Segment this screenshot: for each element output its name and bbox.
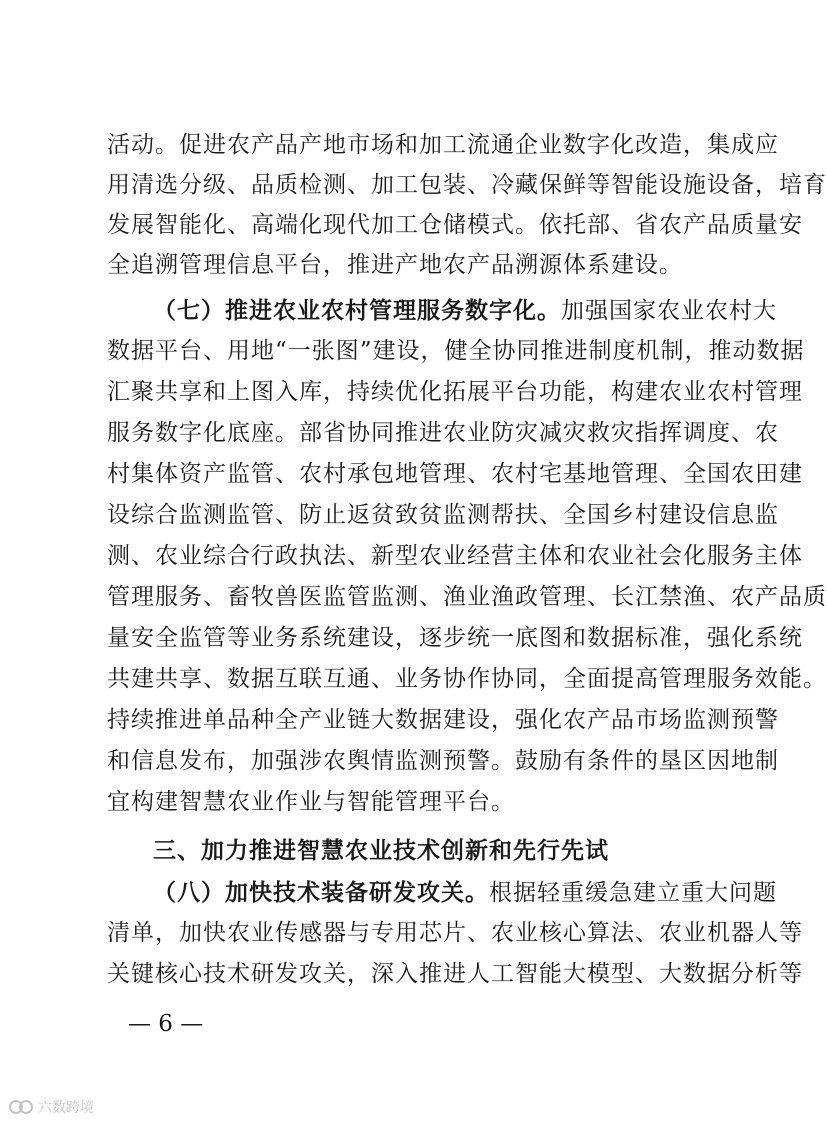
body-line: 设综合监测监管、防止返贫致贫监测帮扶、全国乡村建设信息监: [107, 502, 779, 528]
body-line: 管理服务、畜牧兽医监管监测、渔业渔政管理、长江禁渔、农产品质: [107, 584, 827, 610]
watermark-logo-icon: [8, 1099, 34, 1115]
section-3-heading: 三、加力推进智慧农业技术创新和先行先试: [153, 838, 609, 864]
body-line: 量安全监管等业务系统建设，逐步统一底图和数据标准，强化系统: [107, 625, 803, 651]
body-line: 活动。促进农产品产地市场和加工流通企业数字化改造，集成应: [107, 132, 779, 158]
body-line: 测、农业综合行政执法、新型农业经营主体和农业社会化服务主体: [107, 543, 803, 569]
section-8-first-line: [153, 878, 777, 908]
body-line: 村集体资产监管、农村承包地管理、农村宅基地管理、全国农田建: [107, 461, 803, 487]
body-line: 用清选分级、品质检测、加工包装、冷藏保鲜等智能设施设备，培育: [107, 172, 827, 198]
watermark: [8, 1097, 94, 1117]
body-line: 共建共享、数据互联互通、业务协作协同，全面提高管理服务效能。: [107, 666, 827, 692]
body-line: 发展智能化、高端化现代加工仓储模式。依托部、省农产品质量安: [107, 212, 803, 238]
section-7-first-line-text: 加强国家农业农村大: [561, 298, 777, 324]
body-line: 数据平台、用地“一张图”建设，健全协同推进制度机制，推动数据: [107, 338, 805, 364]
section-8-first-line-text: 根据轻重缓急建立重大问题: [489, 880, 777, 906]
body-line: 关键核心技术研发攻关，深入推进人工智能大模型、大数据分析等: [107, 961, 803, 987]
section-7-heading: （七）推进农业农村管理服务数字化。: [153, 297, 561, 324]
section-8-heading: （八）加快技术装备研发攻关。: [153, 879, 489, 906]
body-line: 全追溯管理信息平台，推进产地农产品溯源体系建设。: [107, 252, 683, 278]
body-line: 汇聚共享和上图入库，持续优化拓展平台功能，构建农业农村管理: [107, 379, 803, 405]
page-number: — 6 —: [128, 1011, 204, 1037]
body-line: 持续推进单品种全产业链大数据建设，强化农产品市场监测预警: [107, 707, 779, 733]
body-line: 服务数字化底座。部省协同推进农业防灾减灾救灾指挥调度、农: [107, 420, 779, 446]
watermark-text: 六数跨境: [38, 1100, 94, 1116]
body-line: 和信息发布，加强涉农舆情监测预警。鼓励有条件的垦区因地制: [107, 748, 779, 774]
body-line: 宜构建智慧农业作业与智能管理平台。: [107, 789, 515, 815]
body-line: 清单，加快农业传感器与专用芯片、农业核心算法、农业机器人等: [107, 920, 803, 946]
section-7-first-line: [153, 296, 777, 326]
